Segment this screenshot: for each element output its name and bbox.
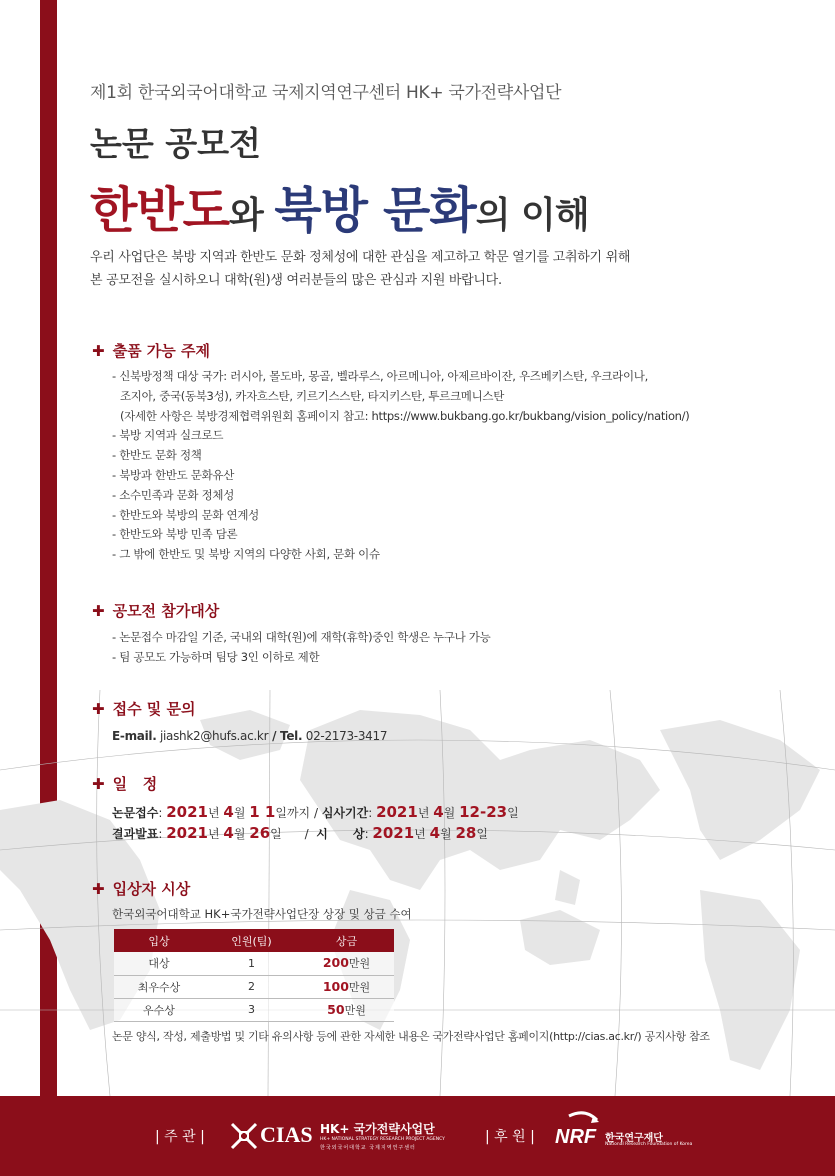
table-row (114, 952, 394, 975)
section-heading-topics: ✚ 출품 가능 주제 (92, 342, 210, 360)
cias-emblem-icon (230, 1122, 258, 1150)
nrf-name: 한국연구재단 (605, 1133, 663, 1144)
prize-count: 2 (204, 975, 299, 998)
tel-number: 02-2173-3417 (305, 729, 388, 743)
column-header: 입상 (114, 929, 204, 952)
section-heading-schedule: ✚ 일 정 (92, 775, 158, 793)
prize-count: 1 (204, 952, 299, 975)
plus-icon: ✚ (92, 602, 105, 620)
prize-table (114, 929, 394, 1022)
prize-amount: 50만원 (299, 998, 394, 1021)
prize-amount: 200만원 (299, 952, 394, 975)
section-heading-prizes: ✚ 입상자 시상 (92, 880, 191, 898)
table-row (114, 975, 394, 998)
headline-part-and: 와 (229, 195, 275, 236)
section-heading-eligibility: ✚ 공모전 참가대상 (92, 602, 220, 620)
prize-count: 3 (204, 998, 299, 1021)
list-item: - 한반도 문화 정책 (112, 448, 202, 463)
plus-icon: ✚ (92, 342, 105, 360)
list-item: - 한반도와 북방의 문화 연계성 (112, 507, 259, 522)
plus-icon: ✚ (92, 775, 105, 793)
list-item: - 논문접수 마감일 기준, 국내외 대학(원)에 재학(휴학)중인 학생은 누구나 가능 (112, 630, 491, 644)
table-header-row (114, 929, 394, 952)
prize-rank: 대상 (114, 952, 204, 975)
column-header: 상금 (299, 929, 394, 952)
prize-rank: 최우수상 (114, 975, 204, 998)
column-header: 인원(팀) (204, 929, 299, 952)
schedule-row-submission: 논문접수: 2021년 4월 1 1일까지 / 심사기간: 2021년 4월 12-23일 (112, 803, 519, 821)
poster-title: 논문 공모전 (90, 124, 261, 163)
cias-title: HK+ 국가전략사업단 (320, 1122, 435, 1136)
plus-icon: ✚ (92, 880, 105, 898)
eligibility-list (112, 628, 490, 668)
prize-footnote: 논문 양식, 작성, 제출방법 및 기타 유의사항 등에 관한 자세한 내용은 국가전략사업단 홈페이지(http://cias.ac.kr/) 공지사항 참조 (112, 1030, 710, 1043)
intro-line: 본 공모전을 실시하오니 대학(원)생 여러분들의 많은 관심과 지원 바랍니다. (90, 273, 502, 288)
host-label: | 주 관 | (155, 1129, 205, 1145)
tel-label: Tel. (280, 729, 303, 743)
list-item: 조지아, 중국(동북3성), 카자흐스탄, 키르기스스탄, 타지키스탄, 투르크메니스탄 (120, 388, 505, 403)
intro-text (90, 246, 630, 292)
nrf-abbr: NRF (555, 1126, 597, 1148)
prize-intro: 한국외국어대학교 HK+국가전략사업단장 상장 및 상금 수여 (112, 907, 412, 921)
table-row (114, 998, 394, 1021)
topics-list (112, 367, 689, 565)
nrf-subtitle: National Research Foundation of Korea (605, 1142, 693, 1147)
list-item: (자세한 사항은 북방경제협력위원회 홈페이지 참고: https://www.bukbang.go.kr/bukbang/vision_policy/nation/) (120, 408, 690, 423)
list-item: - 북방 지역과 실크로드 (112, 428, 224, 443)
intro-line: 우리 사업단은 북방 지역과 한반도 문화 정체성에 대한 관심을 제고하고 학문 열기를 고취하기 위해 (90, 250, 631, 265)
prize-rank: 우수상 (114, 998, 204, 1021)
cias-subtitle-en: HK+ NATIONAL STRATEGY RESEARCH PROJECT AGENCY (320, 1137, 445, 1142)
email-address[interactable]: jiashk2@hufs.ac.kr (159, 729, 269, 743)
list-item: - 소수민족과 문화 정체성 (112, 487, 235, 502)
list-item: - 그 밖에 한반도 및 북방 지역의 다양한 사회, 문화 이슈 (112, 547, 380, 562)
cias-name: CIAS (260, 1122, 313, 1147)
cias-subtitle-ko: 한국외국어대학교 국제지역연구센터 (320, 1145, 416, 1151)
headline-part-northern-culture: 북방 문화 (274, 182, 476, 239)
footer-bar (0, 1096, 835, 1176)
prize-amount: 100만원 (299, 975, 394, 998)
contact-separator: / (268, 729, 281, 743)
list-item: - 북방과 한반도 문화유산 (112, 467, 235, 482)
list-item: - 신북방정책 대상 국가: 러시아, 몰도바, 몽골, 벨라루스, 아르메니아, 아제르바이잔, 우즈베키스탄, 우크라이나, (112, 369, 648, 383)
schedule-row-results: 결과발표: 2021년 4월 26일 / 시 상: 2021년 4월 28일 (112, 824, 488, 842)
poster-headline (90, 172, 589, 242)
plus-icon: ✚ (92, 700, 105, 718)
email-label: E-mail. (112, 729, 157, 743)
contact-info (112, 727, 387, 747)
list-item: - 한반도와 북방 민족 담론 (112, 527, 238, 542)
headline-part-korean-peninsula: 한반도 (90, 182, 230, 239)
section-heading-contact: ✚ 접수 및 문의 (92, 700, 196, 718)
headline-part-understanding: 의 이해 (475, 195, 589, 236)
sponsor-label: | 후 원 | (485, 1129, 535, 1145)
poster-subtitle: 제1회 한국외국어대학교 국제지역연구센터 HK+ 국가전략사업단 (90, 83, 562, 103)
list-item: - 팀 공모도 가능하며 팀당 3인 이하로 제한 (112, 649, 320, 664)
